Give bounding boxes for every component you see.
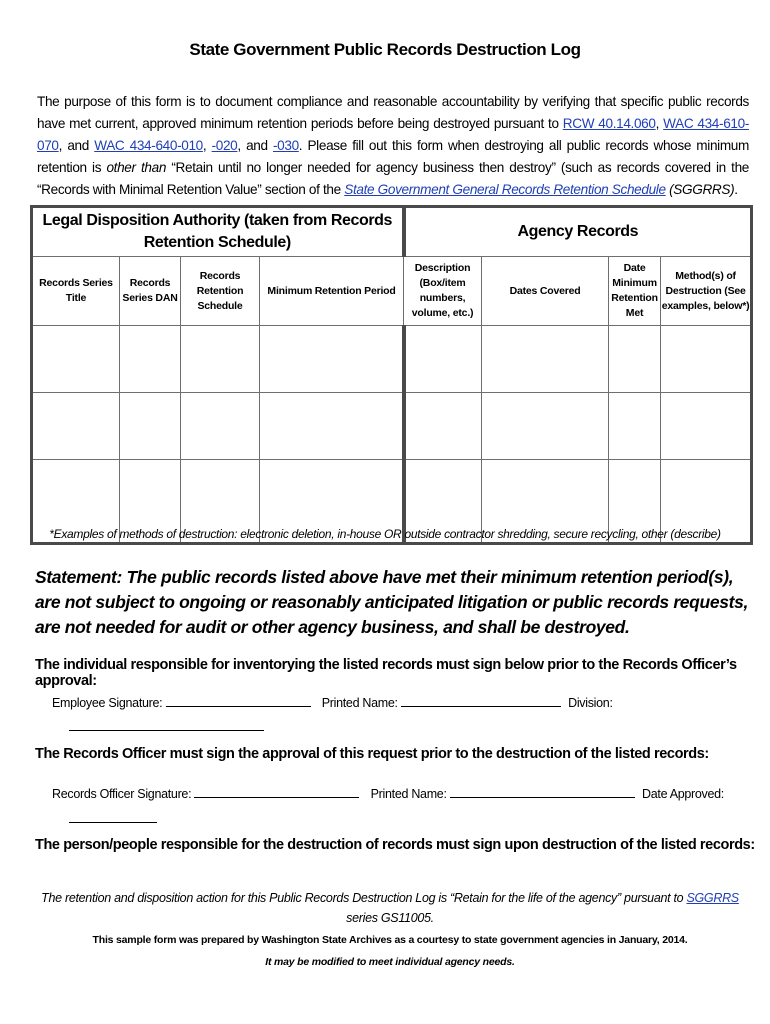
table-cell[interactable] (482, 326, 609, 393)
date-approved-label: Date Approved: (642, 787, 724, 801)
table-cell[interactable] (260, 326, 404, 393)
intro-other-than: other than (106, 160, 167, 175)
page-title: State Government Public Records Destruction Log (189, 40, 581, 59)
employee-printed-name-field[interactable] (401, 694, 561, 707)
division-line (69, 718, 264, 734)
intro-text-3: “Retain until no longer needed for agency business then destroy” (such as records covered in the “Records with Minimal Retention Value” section of the (37, 160, 750, 197)
date-approved-field[interactable] (69, 810, 157, 823)
table-cell[interactable] (32, 326, 120, 393)
destruction-examples-note: *Examples of methods of destruction: electronic deletion, in-house OR outside contractor shredding, secure recycling, other (describe) (49, 527, 721, 541)
division-field[interactable] (69, 718, 264, 731)
table-cell[interactable] (120, 326, 181, 393)
col-header-destruction-method: Method(s) of Destruction (See examples, below*) (661, 257, 752, 326)
destruction-heading: The person/people responsible for the destruction of records must sign upon destruction of the listed records: (35, 837, 755, 853)
col-header-minimum-retention: Minimum Retention Period (260, 257, 404, 326)
table-row (32, 393, 752, 460)
table-cell[interactable] (661, 326, 752, 393)
link-sggrrs[interactable]: State Government General Records Retention Schedule (344, 182, 666, 197)
table-cell[interactable] (661, 393, 752, 460)
employee-signature-field[interactable] (166, 694, 311, 707)
col-header-dates-covered: Dates Covered (482, 257, 609, 326)
col-header-date-retention-met: Date Minimum Retention Met (609, 257, 661, 326)
table-row (32, 326, 752, 393)
intro-sep-2: , and (58, 138, 95, 153)
table-cell[interactable] (260, 393, 404, 460)
intro-text-5: . (734, 182, 738, 197)
officer-heading: The Records Officer must sign the approval of this request prior to the destruction of the listed records: (35, 746, 709, 762)
intro-sggrrs-abbr: (SGGRRS) (669, 182, 735, 197)
col-header-retention-schedule: Records Retention Schedule (181, 257, 260, 326)
intro-text-1: The purpose of this form is to document compliance and reasonable accountability by verifying that specific public records have met current, approved minimum retention periods before being destroyed pursuant to (37, 94, 749, 131)
table-cell[interactable] (482, 393, 609, 460)
table-cell[interactable] (609, 326, 661, 393)
agency-records-group-header: Agency Records (404, 207, 752, 257)
inventory-signature-line (52, 694, 613, 710)
officer-signature-label: Records Officer Signature: (52, 787, 192, 801)
col-header-description: Description (Box/item numbers, volume, etc.) (404, 257, 482, 326)
destruction-log-table (30, 205, 753, 545)
link-wac-640[interactable]: WAC 434-640-010 (94, 138, 203, 153)
retention-note (40, 888, 740, 928)
table-cell[interactable] (404, 326, 482, 393)
officer-signature-line (52, 785, 724, 801)
table-cell[interactable] (609, 393, 661, 460)
table-cell[interactable] (181, 393, 260, 460)
link-wac-020[interactable]: -020 (211, 138, 238, 153)
retention-text-2: series GS11005. (346, 911, 434, 925)
modify-note: It may be modified to meet individual agency needs. (265, 956, 515, 968)
link-wac-610[interactable]: WAC 434-610-070 (37, 116, 750, 153)
intro-sep-1: , (655, 116, 664, 131)
link-rcw[interactable]: RCW 40.14.060 (562, 116, 656, 131)
officer-signature-field[interactable] (194, 785, 359, 798)
intro-text-2: . Please fill out this form when destroying all public records whose minimum retention is (37, 138, 749, 175)
intro-sep-3: , (202, 138, 212, 153)
col-header-series-dan: Records Series DAN (120, 257, 181, 326)
courtesy-note: This sample form was prepared by Washington State Archives as a courtesy to state government agencies in January, 2014. (92, 934, 688, 946)
table-cell[interactable] (32, 393, 120, 460)
division-label: Division: (568, 696, 613, 710)
statement: Statement: The public records listed above have met their minimum retention period(s), are not subject to ongoing or reasonably anticipated litigation or public records requests, are not needed for audit or other agency business, and shall be destroyed. (35, 567, 748, 637)
intro-sep-4: , and (237, 138, 273, 153)
inventory-heading: The individual responsible for inventorying the listed records must sign below prior to the Records Officer’s approval: (35, 657, 737, 689)
col-header-series-title: Records Series Title (32, 257, 120, 326)
table-cell[interactable] (120, 393, 181, 460)
employee-printed-name-label: Printed Name: (321, 696, 398, 710)
retention-text-1: The retention and disposition action for this Public Records Destruction Log is “Retain for the life of the agency” pursuant to (41, 891, 687, 905)
employee-signature-label: Employee Signature: (52, 696, 163, 710)
officer-printed-name-label: Printed Name: (370, 787, 447, 801)
date-approved-line (69, 810, 157, 826)
intro-paragraph (37, 91, 749, 201)
link-sggrrs-footer[interactable]: SGGRRS (686, 891, 739, 905)
table-cell[interactable] (181, 326, 260, 393)
officer-printed-name-field[interactable] (450, 785, 635, 798)
legal-authority-group-header: Legal Disposition Authority (taken from Records Retention Schedule) (32, 207, 404, 257)
table-cell[interactable] (404, 393, 482, 460)
link-wac-030[interactable]: -030 (272, 138, 299, 153)
